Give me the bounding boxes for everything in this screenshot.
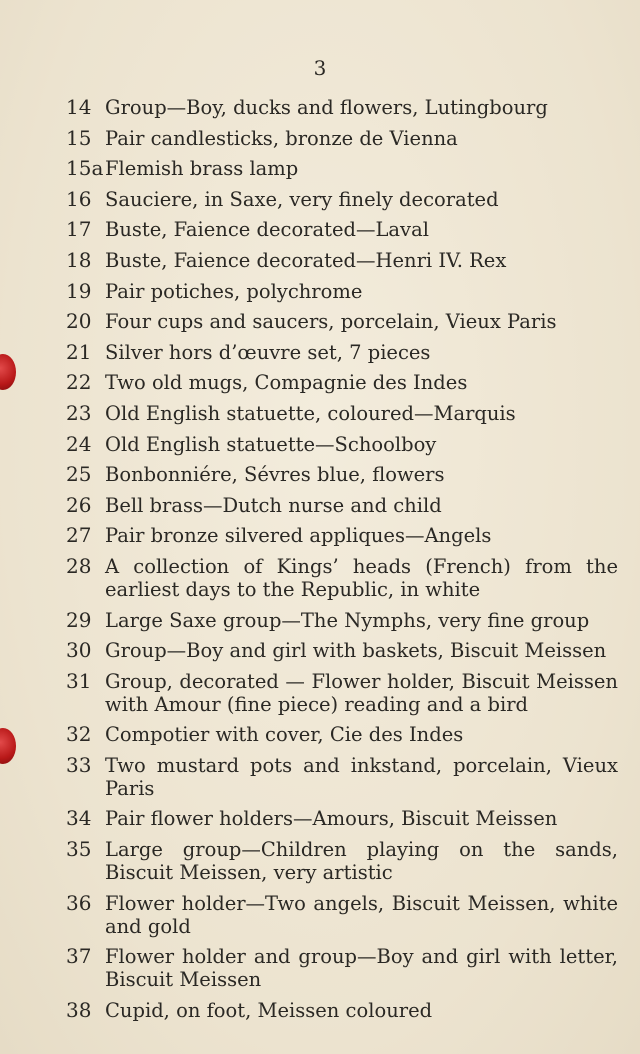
catalogue-entry (0, 280, 640, 303)
catalogue-entry (0, 494, 640, 517)
lot-number: 16 (66, 186, 92, 211)
lot-description: Pair candlesticks, bronze de Vienna (105, 126, 458, 150)
lot-description: Pair flower holders—Amours, Biscuit Meissen (105, 807, 558, 831)
lot-number: 31 (66, 668, 92, 693)
lot-description: Bonbonniére, Sévres blue, flowers (105, 463, 445, 487)
lot-description: Large Saxe group—The Nymphs, very fine group (105, 608, 590, 632)
catalogue-entry (0, 945, 640, 991)
lot-number: 14 (66, 95, 92, 119)
lot-description: Buste, Faience decorated—Henri IV. Rex (105, 248, 507, 272)
lot-number: 23 (66, 400, 92, 425)
lot-description: Group—Boy and girl with baskets, Biscuit Meissen (105, 639, 607, 663)
catalogue-entry (0, 463, 640, 486)
lot-number: 19 (66, 278, 92, 303)
lot-description: Old English statuette, coloured—Marquis (105, 401, 516, 425)
catalogue-entry (0, 249, 640, 272)
lot-number: 38 (66, 997, 92, 1022)
lot-number: 27 (66, 523, 92, 548)
lot-description: Group—Boy, ducks and flowers, Lutingbourg (105, 96, 548, 119)
lot-number: 15 (66, 125, 92, 150)
lot-description: Sauciere, in Saxe, very finely decorated (105, 187, 499, 211)
lot-number: 25 (66, 462, 92, 487)
catalogue-entry (0, 754, 640, 800)
lot-description: Pair bronze silvered appliques—Angels (105, 524, 492, 548)
catalogue-entry (0, 892, 640, 938)
lot-number: 15a (66, 156, 104, 181)
lot-number: 22 (66, 370, 92, 395)
lot-number: 33 (66, 752, 92, 777)
catalogue-entry (0, 127, 640, 150)
lot-number: 36 (66, 890, 92, 915)
lot-description: Pair potiches, polychrome (105, 279, 363, 303)
lot-number: 37 (66, 944, 92, 969)
catalogue-entry (0, 218, 640, 241)
lot-description: Compotier with cover, Cie des Indes (105, 723, 464, 747)
lot-description: Two mustard pots and inkstand, porcelain, Vieux Paris (105, 753, 618, 800)
lot-number: 26 (66, 492, 92, 517)
lot-number: 20 (66, 309, 92, 334)
lot-description: Cupid, on foot, Meissen coloured (105, 998, 433, 1022)
catalogue-entry (0, 609, 640, 632)
catalogue-list (0, 96, 640, 1029)
lot-number: 21 (66, 339, 92, 364)
catalogue-entry (0, 723, 640, 746)
lot-number: 18 (66, 247, 92, 272)
lot-description: Silver hors d’œuvre set, 7 pieces (105, 340, 431, 364)
catalogue-entry (0, 402, 640, 425)
lot-description: Flower holder—Two angels, Biscuit Meissen, white and gold (105, 891, 618, 938)
catalogue-entry (0, 524, 640, 547)
catalogue-entry (0, 433, 640, 456)
catalogue-entry (0, 310, 640, 333)
lot-number: 35 (66, 837, 92, 862)
lot-description: A collection of Kings’ heads (French) from the earliest days to the Republic, in white (105, 554, 618, 601)
lot-description: Flower holder and group—Boy and girl with letter, Biscuit Meissen (105, 945, 618, 992)
lot-number: 24 (66, 431, 92, 456)
catalogue-entry (0, 670, 640, 716)
catalogue-entry (0, 188, 640, 211)
catalogue-entry (0, 807, 640, 830)
lot-description: Bell brass—Dutch nurse and child (105, 493, 442, 517)
catalogue-entry (0, 371, 640, 394)
lot-description: Flemish brass lamp (105, 157, 299, 181)
page-number: 3 (313, 56, 327, 80)
catalogue-entry (0, 96, 640, 119)
lot-description: Two old mugs, Compagnie des Indes (105, 371, 468, 395)
lot-number: 32 (66, 722, 92, 747)
catalogue-entry (0, 341, 640, 364)
lot-number: 30 (66, 638, 92, 663)
lot-description: Group, decorated — Flower holder, Biscuit Meissen with Amour (fine piece) reading and a bird (105, 669, 618, 716)
catalogue-entry (0, 555, 640, 601)
lot-number: 28 (66, 553, 92, 578)
catalogue-entry (0, 157, 640, 180)
lot-description: Large group—Children playing on the sands, Biscuit Meissen, very artistic (105, 838, 618, 885)
catalogue-entry (0, 838, 640, 884)
lot-description: Buste, Faience decorated—Laval (105, 218, 429, 242)
lot-number: 34 (66, 806, 92, 831)
lot-number: 17 (66, 217, 92, 242)
catalogue-entry (0, 639, 640, 662)
catalogue-entry (0, 999, 640, 1022)
lot-description: Old English statuette—Schoolboy (105, 432, 437, 456)
lot-description: Four cups and saucers, porcelain, Vieux Paris (105, 310, 557, 334)
lot-number: 29 (66, 607, 92, 632)
